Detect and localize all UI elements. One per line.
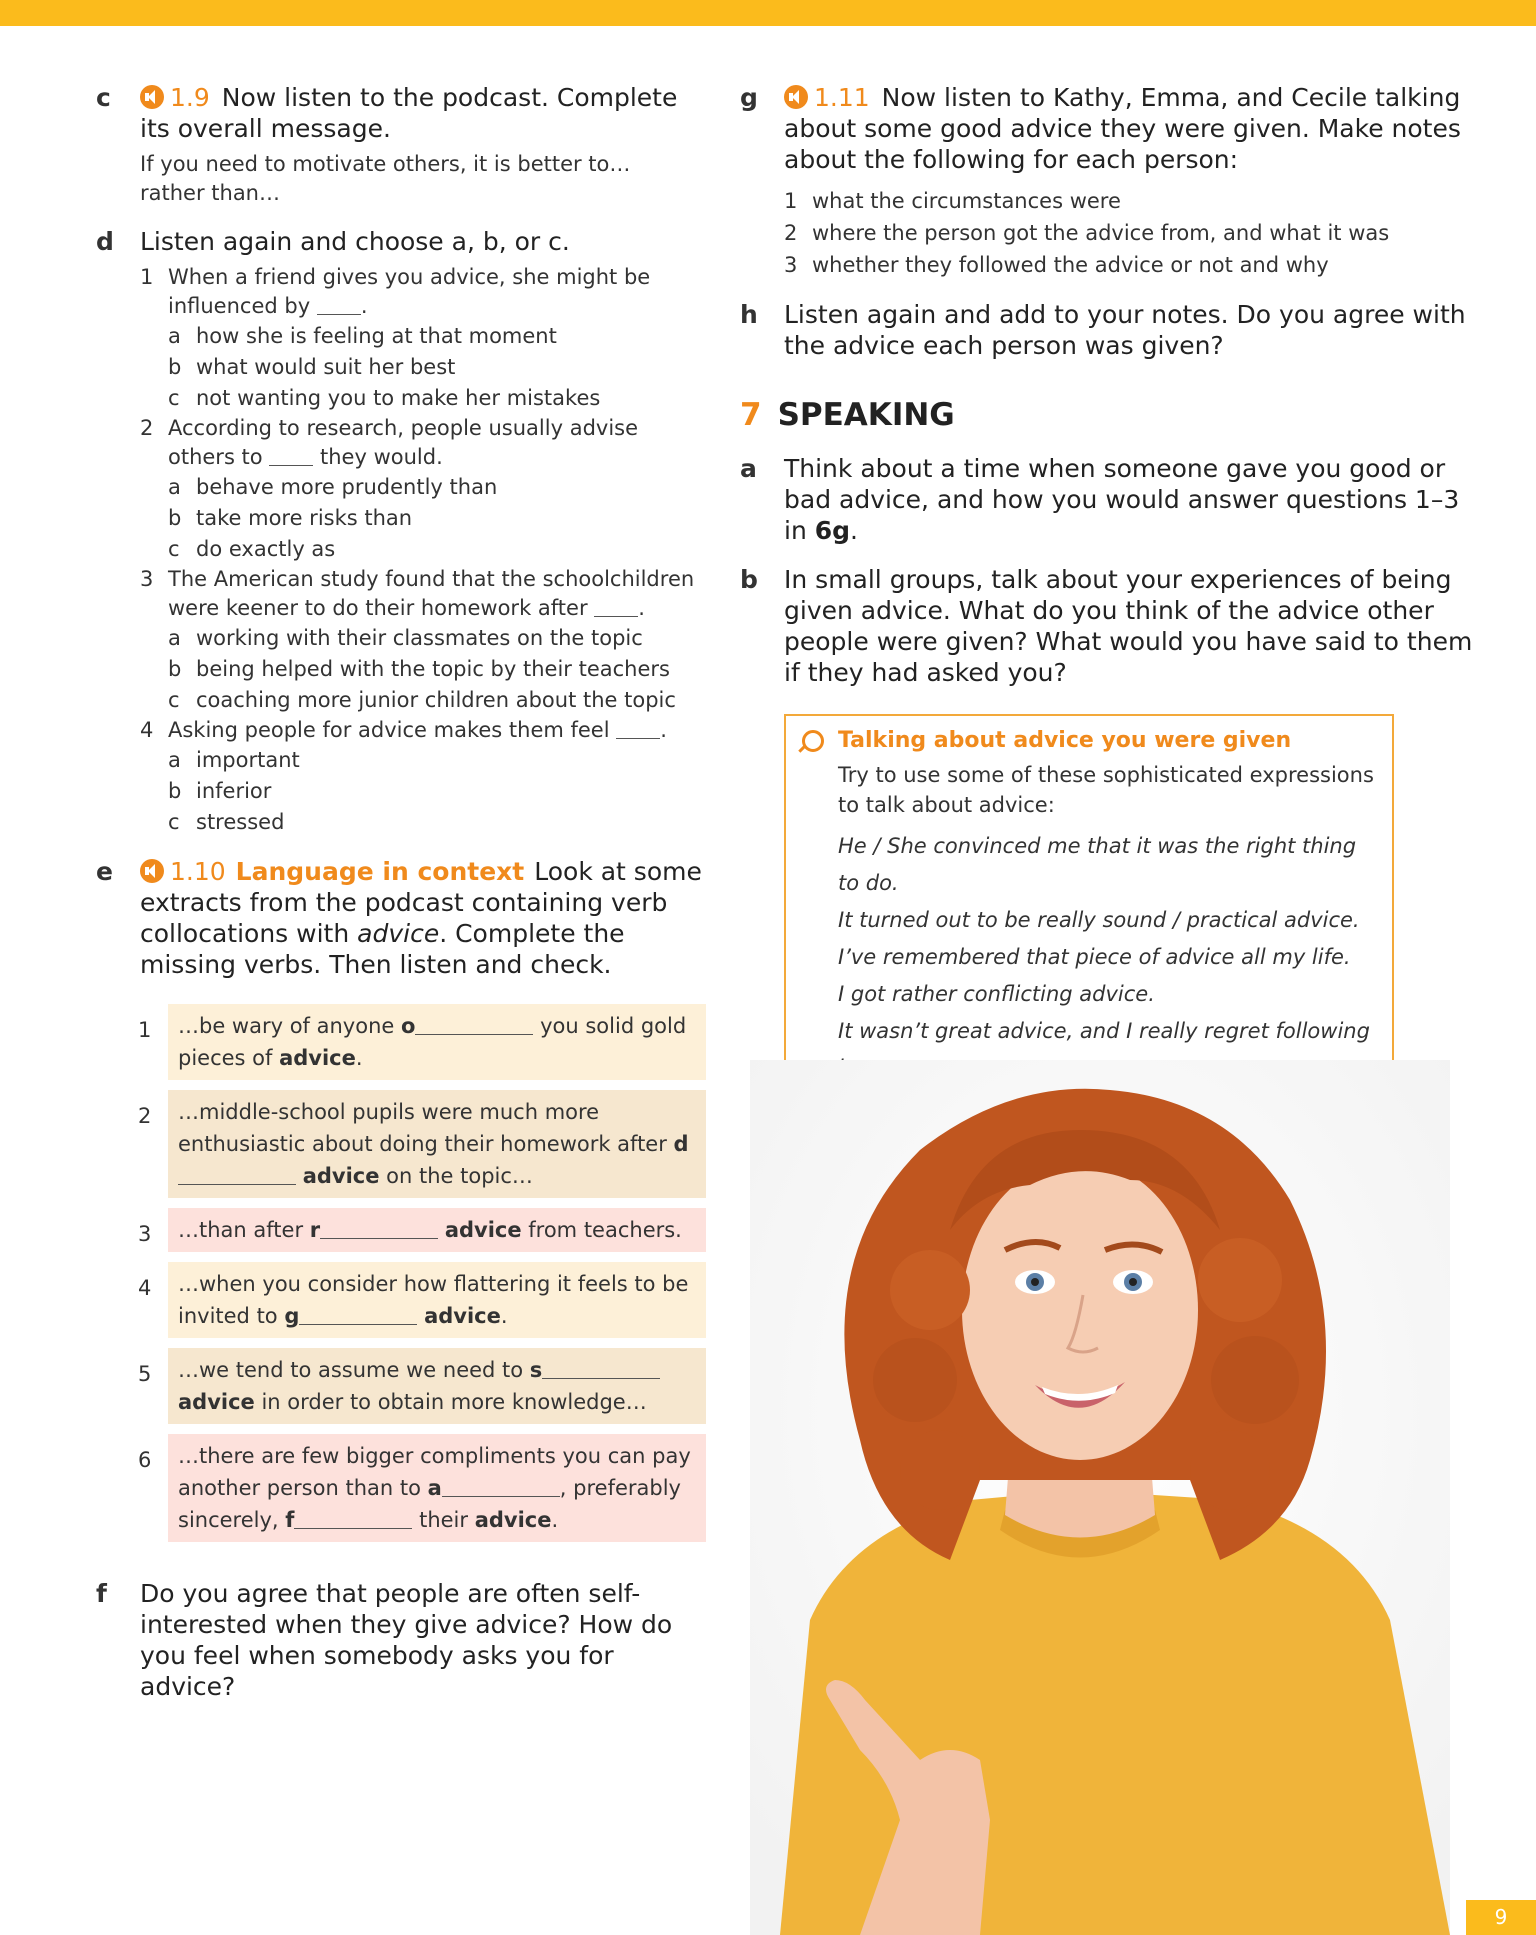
- task-c: [96, 82, 706, 208]
- task-d: [96, 226, 706, 838]
- extract-row: 6 …there are few bigger compliments you can pay another person than to a , preferably sincerely, f their advice.: [96, 1434, 706, 1542]
- task-letter: a: [740, 454, 757, 483]
- track-number: 1.10: [170, 857, 226, 886]
- audio-icon[interactable]: [784, 85, 808, 109]
- section-title: SPEAKING: [777, 397, 955, 433]
- extract-box: …than after r advice from teachers.: [168, 1208, 706, 1252]
- extract-box: …we tend to assume we need to s advice in order to obtain more knowledge…: [168, 1348, 706, 1424]
- task-b: [740, 564, 1474, 688]
- option: b being helped with the topic by their teachers: [168, 657, 670, 681]
- answer-blank: [594, 598, 638, 617]
- tip-intro: Try to use some of these sophisticated expressions to talk about advice:: [838, 763, 1374, 817]
- magnifier-icon: [802, 730, 824, 752]
- extract-row: 2 …middle-school pupils were much more enthusiastic about doing their homework after d advice on the topic…: [96, 1090, 706, 1198]
- answer-blank: [415, 1014, 533, 1035]
- option: b inferior: [168, 779, 272, 803]
- tip-title: Talking about advice you were given: [800, 726, 1378, 756]
- answer-blank: [320, 1218, 438, 1239]
- option: a behave more prudently than: [168, 475, 498, 499]
- question-list: [140, 263, 706, 838]
- option: c coaching more junior children about the topic: [168, 688, 676, 712]
- track-number: 1.11: [814, 83, 870, 112]
- answer-blank: [442, 1476, 560, 1497]
- question: 2 According to research, people usually advise others to they would.: [140, 416, 639, 469]
- task-letter: f: [96, 1579, 107, 1608]
- extract-row: 1 …be wary of anyone o you solid gold pieces of advice.: [96, 1004, 706, 1080]
- extract-list: [96, 1004, 706, 1542]
- task-f: [96, 1578, 706, 1702]
- list-item: 1 what the circumstances were: [784, 189, 1121, 213]
- list-item: 2 where the person got the advice from, and what it was: [784, 221, 1390, 245]
- section-label: Language in context: [235, 857, 525, 886]
- notes-list: [784, 185, 1474, 281]
- task-instruction: Listen again and choose a, b, or c.: [140, 227, 570, 256]
- tip-body: [800, 760, 1378, 1087]
- extract-row: 3 …than after r advice from teachers.: [96, 1208, 706, 1252]
- question: 4 Asking people for advice makes them feel .: [140, 718, 667, 742]
- extract-row: 4 …when you consider how flattering it feels to be invited to g advice.: [96, 1262, 706, 1338]
- woman-photo: [750, 1060, 1450, 1935]
- tip-example: It wasn’t great advice, and I really regret following: [838, 1019, 1370, 1043]
- option: c stressed: [168, 810, 285, 834]
- task-prompt: If you need to motivate others, it is better to… rather than…: [140, 152, 631, 205]
- tip-example: I’ve remembered that piece of advice all my life.: [838, 945, 1351, 969]
- task-instruction: Think about a time when someone gave you good or bad advice, and how you would answer questions 1–3 in 6g.: [784, 454, 1460, 545]
- right-column: [740, 82, 1473, 1099]
- section-number: 7: [740, 397, 762, 433]
- tip-example: I got rather conflicting advice.: [838, 982, 1155, 1006]
- task-instruction: Do you agree that people are often self-interested when they give advice? How do you feel when somebody asks you for advice?: [140, 1579, 673, 1701]
- woman-illustration: [750, 1060, 1450, 1935]
- section-heading: [740, 397, 1440, 433]
- extract-box: …when you consider how flattering it feels to be invited to g advice.: [168, 1262, 706, 1338]
- answer-blank: [317, 296, 361, 315]
- extract-box: …there are few bigger compliments you can pay another person than to a , preferably sincerely, f their advice.: [168, 1434, 706, 1542]
- option: a how she is feeling at that moment: [168, 324, 557, 348]
- task-instruction: 1.9 Now listen to the podcast. Complete its overall message.: [140, 83, 678, 143]
- answer-blank: [542, 1358, 660, 1379]
- task-instruction: 1.11 Now listen to Kathy, Emma, and Cecile talking about some good advice they were given. Make notes about the following for each person:: [784, 83, 1461, 174]
- question: 1 When a friend gives you advice, she might be influenced by .: [140, 265, 651, 318]
- option: c not wanting you to make her mistakes: [168, 386, 601, 410]
- option: b take more risks than: [168, 506, 413, 530]
- task-letter: g: [740, 83, 758, 112]
- track-number: 1.9: [170, 83, 210, 112]
- task-h: [740, 299, 1474, 361]
- list-item: 3 whether they followed the advice or not and why: [784, 253, 1329, 277]
- task-e: [96, 856, 706, 980]
- tip-box: [784, 714, 1394, 1099]
- option: c do exactly as: [168, 537, 336, 561]
- extract-box: …be wary of anyone o you solid gold pieces of advice.: [168, 1004, 706, 1080]
- question: 3 The American study found that the schoolchildren were keener to do their homework after .: [140, 567, 695, 620]
- tip-example: It turned out to be really sound / practical advice.: [838, 908, 1360, 932]
- option: a working with their classmates on the topic: [168, 626, 643, 650]
- audio-icon[interactable]: [140, 859, 164, 883]
- answer-blank: [178, 1164, 296, 1185]
- task-instruction: 1.10 Language in context Look at some extracts from the podcast containing verb collocations with advice. Complete the missing verbs. Then listen and check.: [140, 857, 702, 979]
- task-instruction: Listen again and add to your notes. Do you agree with the advice each person was given?: [784, 300, 1466, 360]
- task-a: [740, 453, 1474, 546]
- answer-blank: [299, 1304, 417, 1325]
- task-instruction: In small groups, talk about your experiences of being given advice. What do you think of the advice other people were given? What would you have said to them if they had asked you?: [784, 565, 1473, 687]
- answer-blank: [616, 720, 660, 739]
- task-letter: b: [740, 565, 758, 594]
- task-letter: e: [96, 857, 113, 886]
- answer-blank: [294, 1508, 412, 1529]
- left-column: [96, 82, 706, 1720]
- answer-blank: [269, 447, 313, 466]
- task-letter: h: [740, 300, 758, 329]
- option: a important: [168, 748, 300, 772]
- tip-example: He / She convinced me that it was the right thing to do.: [838, 834, 1357, 895]
- task-letter: c: [96, 83, 111, 112]
- page-number: 9: [1466, 1900, 1536, 1935]
- extract-row: 5 …we tend to assume we need to s advice in order to obtain more knowledge…: [96, 1348, 706, 1424]
- audio-icon[interactable]: [140, 85, 164, 109]
- extract-box: …middle-school pupils were much more enthusiastic about doing their homework after d advice on the topic…: [168, 1090, 706, 1198]
- option: b what would suit her best: [168, 355, 456, 379]
- task-g: [740, 82, 1474, 281]
- task-letter: d: [96, 227, 114, 256]
- top-color-bar: [0, 0, 1536, 26]
